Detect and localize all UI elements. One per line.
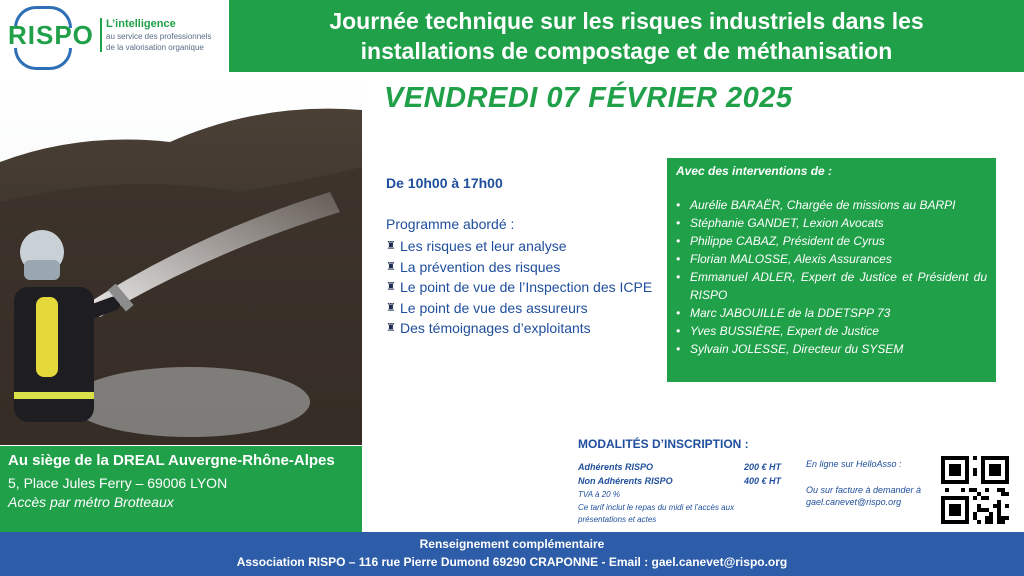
speaker-item: • Sylvain JOLESSE, Directeur du SYSEM [676, 340, 987, 358]
speaker-item: • Emmanuel ADLER, Expert de Justice et Président du RISPO [676, 270, 987, 302]
speakers-list [676, 196, 987, 358]
speaker-item: • Yves BUSSIÈRE, Expert de Justice [676, 322, 987, 340]
speaker-label: Yves BUSSIÈRE, Expert de Justice [690, 324, 879, 338]
footer-contact[interactable]: Association RISPO – 116 rue Pierre Dumond 69290 CRAPONNE - Email : gael.canevet@rispo.org [236, 555, 788, 569]
online-registration: En ligne sur HelloAsso : [806, 459, 902, 469]
speaker-label: Sylvain JOLESSE, Directeur du SYSEM [690, 342, 904, 356]
program-item-label: Le point de vue des assureurs [400, 299, 588, 316]
speaker-label: Florian MALOSSE, Alexis Assurances [690, 252, 892, 266]
speaker-label: Marc JABOUILLE de la DDETSPP 73 [690, 306, 891, 320]
bell-icon: ♜ [386, 260, 396, 273]
logo-word: RISPO [8, 20, 94, 50]
program-item-label: Le point de vue de l’Inspection des ICPE [400, 279, 653, 295]
logo-tagline-title: L’intelligence [106, 18, 176, 30]
program-item [386, 257, 661, 278]
bell-icon: ♜ [386, 322, 396, 334]
program-title: Programme abordé : [386, 216, 515, 232]
venue-access: Accès par métro Brotteaux [8, 494, 174, 510]
speaker-label: Emmanuel ADLER, Expert de Justice et Président du RISPO [690, 270, 987, 302]
program-item [386, 298, 661, 319]
program-item [386, 236, 661, 257]
logo-tagline-line2: de la valorisation organique [106, 43, 204, 52]
event-hours: De 10h00 à 17h00 [386, 175, 503, 191]
venue-name: Au siège de la DREAL Auvergne-Rhône-Alpes [8, 452, 335, 469]
speaker-item: • Aurélie BARAËR, Chargée de missions au BARPI [676, 196, 987, 214]
bell-icon: ♜ [386, 281, 396, 293]
venue-box [0, 446, 362, 532]
speaker-item: • Stéphanie GANDET, Lexion Avocats [676, 214, 987, 232]
speaker-item: • Florian MALOSSE, Alexis Assurances [676, 250, 987, 268]
logo-tagline-line1: au service des professionnels [106, 32, 212, 41]
speakers-title: Avec des interventions de : [676, 164, 833, 178]
program-item-label: Les risques et leur analyse [400, 238, 567, 254]
speaker-item: • Marc JABOUILLE de la DDETSPP 73 [676, 304, 987, 322]
vat-note: TVA à 20 % [578, 490, 620, 499]
program-item-label: La prévention des risques [400, 258, 561, 275]
members-label: Adhérents RISPO [578, 462, 654, 472]
event-date: VENDREDI 07 FÉVRIER 2025 [384, 82, 793, 114]
logo-divider [100, 18, 102, 52]
bell-icon: ♜ [386, 301, 396, 314]
speaker-label: Stéphanie GANDET, Lexion Avocats [690, 216, 884, 230]
program-item [386, 318, 661, 339]
title-line-2: installations de compostage et de méthanisation [360, 38, 893, 64]
speaker-label: Aurélie BARAËR, Chargée de missions au BARPI [690, 198, 956, 212]
invoice-registration[interactable]: Ou sur facture à demander à gael.canevet@rispo.org [806, 485, 922, 507]
price-note: Ce tarif inclut le repas du midi et l’accès aux présentations et actes [578, 503, 735, 524]
registration-title: MODALITÉS D’INSCRIPTION : [578, 437, 749, 451]
members-price: 200 € HT [744, 462, 782, 472]
qr-code[interactable] [941, 456, 1009, 524]
program-list [386, 236, 661, 339]
logo-arc-bottom [14, 48, 72, 70]
venue-address: 5, Place Jules Ferry – 69006 LYON [8, 475, 228, 491]
title-banner [229, 0, 1024, 72]
firefighter-photo [0, 72, 362, 445]
non-members-label: Non Adhérents RISPO [578, 476, 673, 486]
speaker-label: Philippe CABAZ, Président de Cyrus [690, 234, 885, 248]
speaker-item: • Philippe CABAZ, Président de Cyrus [676, 232, 987, 250]
bell-icon: ♜ [386, 240, 396, 252]
title-line-1: Journée technique sur les risques industriels dans les [329, 8, 924, 34]
program-item [386, 277, 661, 298]
program-item-label: Des témoignages d’exploitants [400, 320, 591, 336]
non-members-price: 400 € HT [744, 476, 782, 486]
speakers-box [667, 158, 996, 382]
footer-title: Renseignement complémentaire [419, 537, 605, 551]
footer [0, 532, 1024, 576]
rispo-logo [0, 0, 228, 72]
